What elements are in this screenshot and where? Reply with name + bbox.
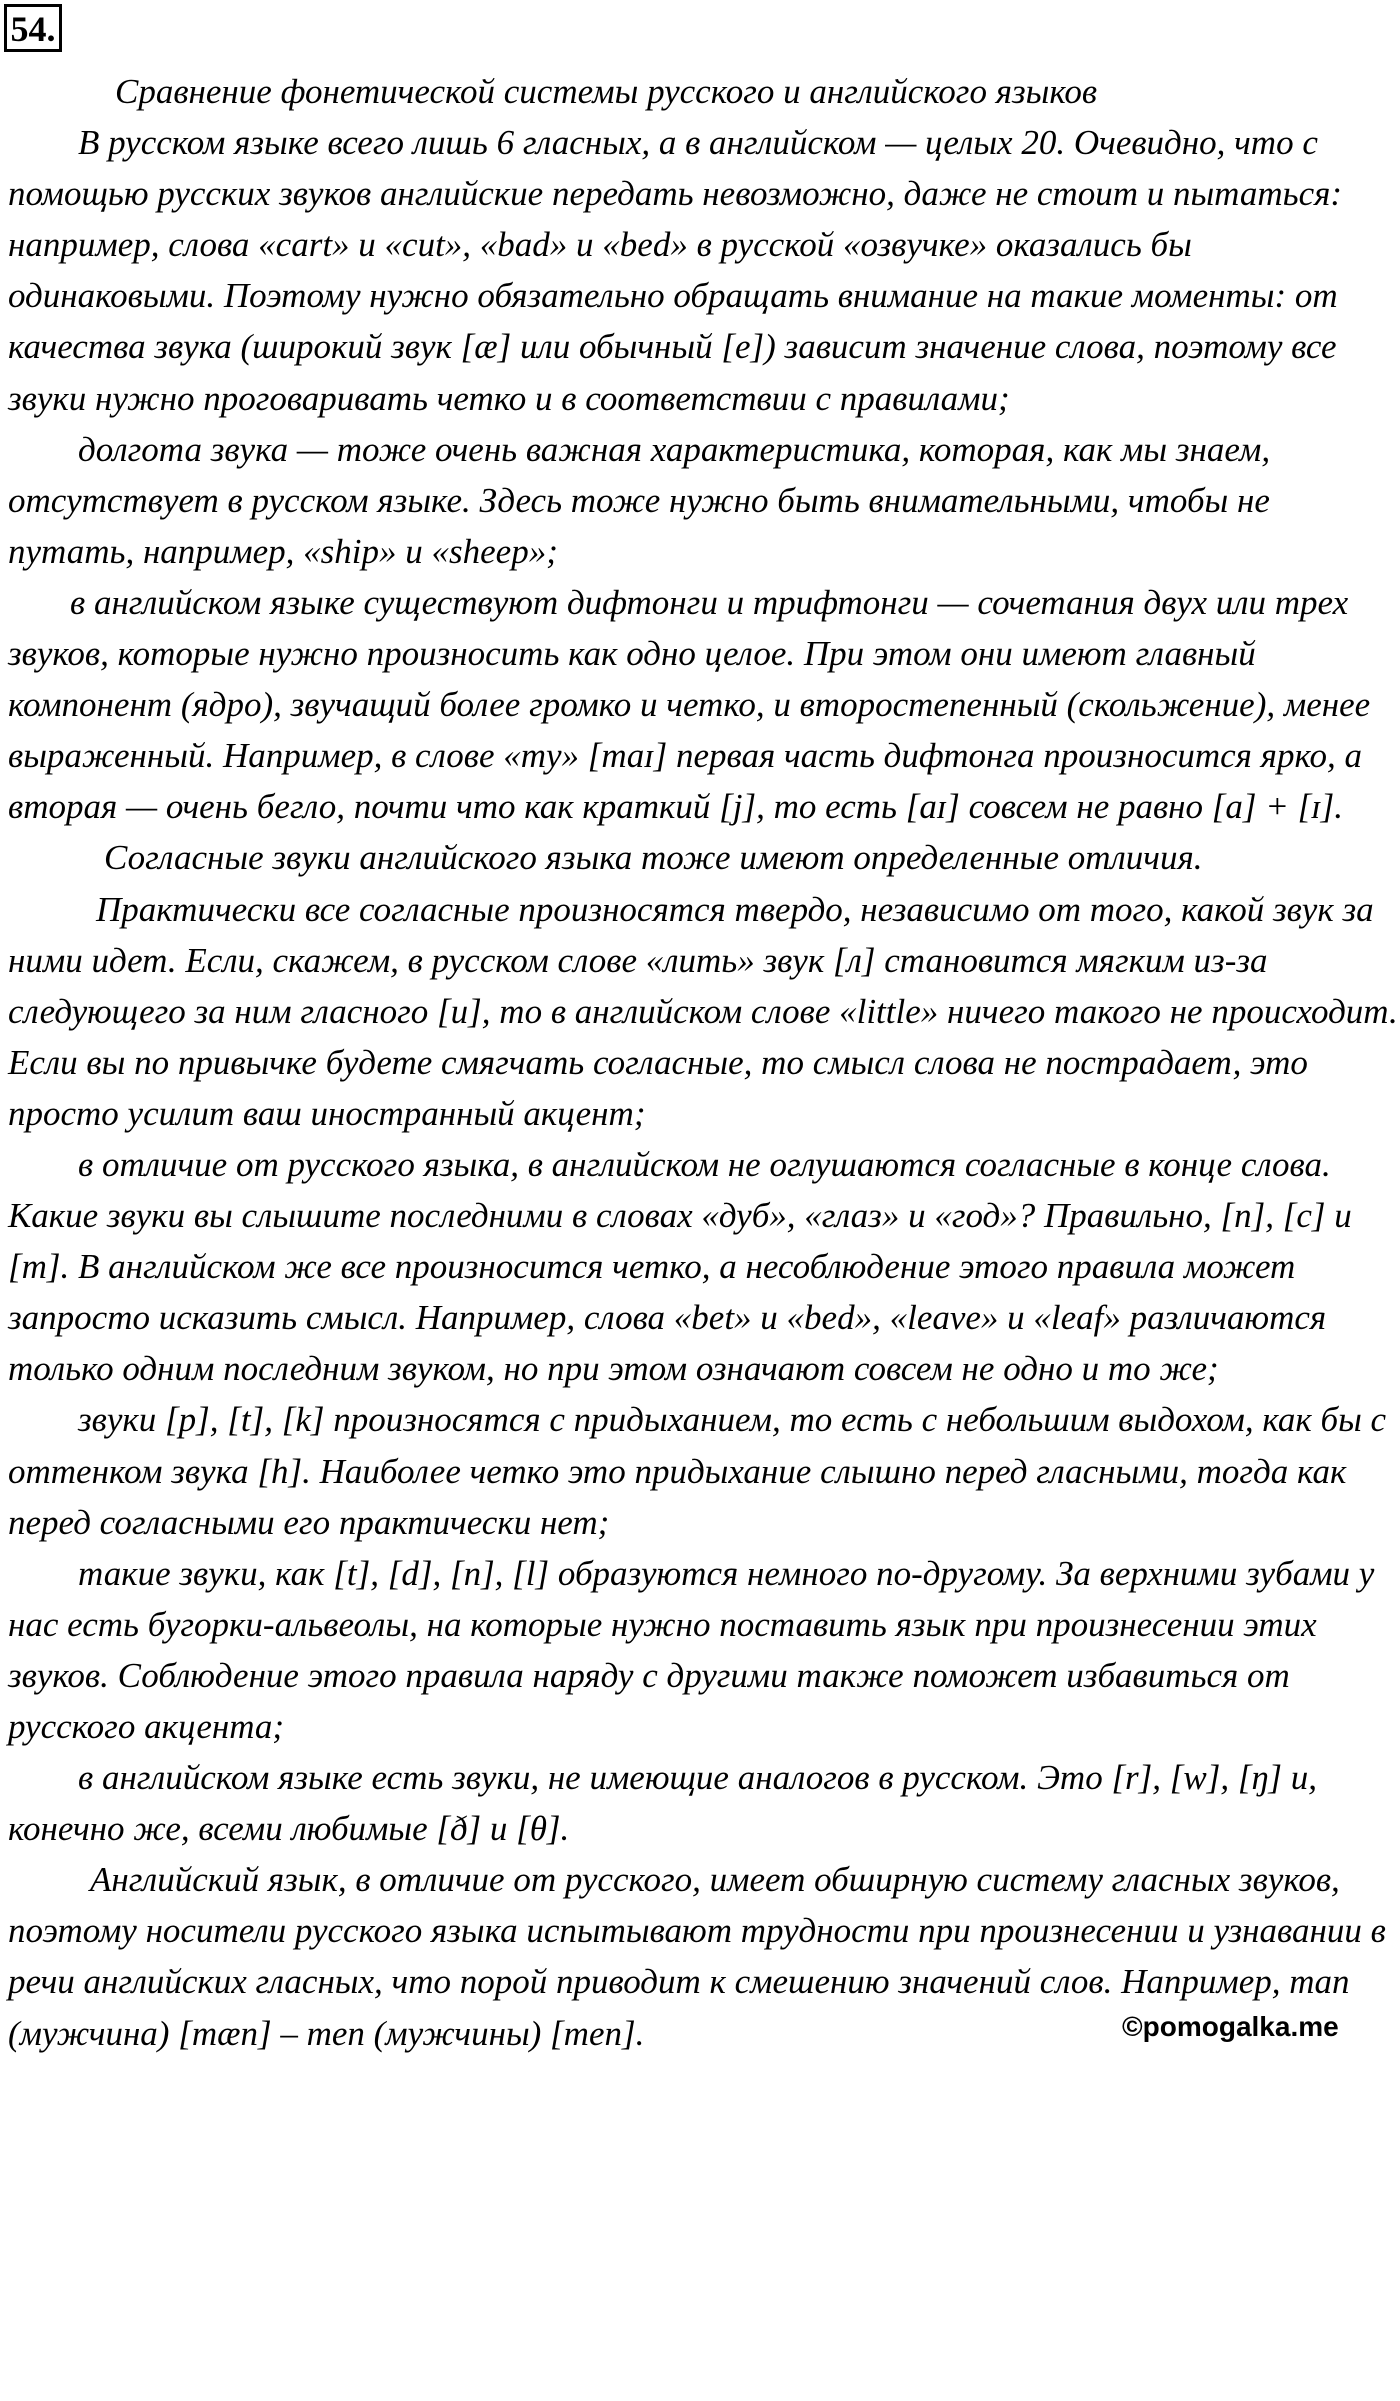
paragraph-aspiration: звуки [p], [t], [k] произносятся с придыханием, то есть с небольшим выдохом, как бы с оттенком звука [h]. Наиболее четко это придыхание слышно перед гласными, тогда как перед согласными его практически нет; [8,1400,1387,1542]
document-title: Сравнение фонетической системы русского и английского языков [115,72,1098,111]
paragraph-diphthongs: в английском языке существуют дифтонги и трифтонги — сочетания двух или трех звуков, которые нужно произносить как одно целое. При этом они имеют главный компонент (ядро), звучащий более громко и четко, и второстепенный (скольжение), менее выраженный. Например, в слове «my» [maɪ] первая часть дифтонга произносится ярко, а вторая — очень бегло, почти что как краткий [j], то есть [aɪ] совсем не равно [a] + [ɪ]. [8,582,1371,827]
paragraph-vowel-count: В русском языке всего лишь 6 гласных, а в английском — целых 20. Очевидно, что с помощью русских звуков английские передать невозможно, даже не стоит и пытаться: например, слова «cart» и «cut», «bad» и «bed» в русской «озвучке» оказались бы одинаковыми. Поэтому нужно обязательно обращать внимание на такие моменты: от качества звука (широкий звук [æ] или обычный [e]) зависит значение слова, поэтому все звуки нужно проговаривать четко и в соответствии с правилами; [8,123,1343,418]
paragraph-unique-sounds: в английском языке есть звуки, не имеющие аналогов в русском. Это [r], [w], [ŋ] и, конечно же, всеми любимые [ð] и [θ]. [8,1758,1317,1849]
exercise-number: 54. [4,4,62,52]
paragraph-alveolar: такие звуки, как [t], [d], [n], [l] образуются немного по-другому. За верхними зубами у нас есть бугорки-альвеолы, на которые нужно поставить язык при произнесении этих звуков. Соблюдение этого правила наряду с другими также поможет избавиться от русского акцента; [8,1553,1375,1746]
paragraph-consonants-intro: Согласные звуки английского языка тоже имеют определенные отличия. [104,838,1203,878]
paragraph-vowel-length: долгота звука — тоже очень важная характеристика, которая, как мы знаем, отсутствует в русском языке. Здесь тоже нужно быть внимательными, чтобы не путать, например, «ship» и «sheep»; [8,429,1271,571]
paragraph-final-devoicing: в отличие от русского языка, в английском не оглушаются согласные в конце слова. Какие звуки вы слышите последними в словах «дуб», «глаз» и «год»? Правильно, [п], [с] и [т]. В английском же все произносится четко, а несоблюдение этого правила может запросто исказить смысл. Например, слова «bet» и «bed», «leave» и «leaf» различаются только одним последним звуком, но при этом означают совсем не одно и то же; [8,1144,1352,1389]
watermark: ©pomogalka.me [1122,2011,1339,2042]
paragraph-conclusion: Английский язык, в отличие от русского, имеет обширную систему гласных звуков, поэтому носители русского языка испытывают трудности при произнесении и узнавании в речи английских гласных, что порой приводит к смешению значений слов. Например, man (мужчина) [mæn] – men (мужчины) [men]. [8,1860,1386,2053]
document-body [8,66,1400,2059]
paragraph-hard-consonants: Практически все согласные произносятся твердо, независимо от того, какой звук за ними идет. Если, скажем, в русском слове «лить» звук [л] становится мягким из-за следующего за ним гласного [и], то в английском слове «little» ничего такого не происходит. Если вы по привычке будете смягчать согласные, то смысл слова не пострадает, это просто усилит ваш иностранный акцент; [8,889,1398,1133]
